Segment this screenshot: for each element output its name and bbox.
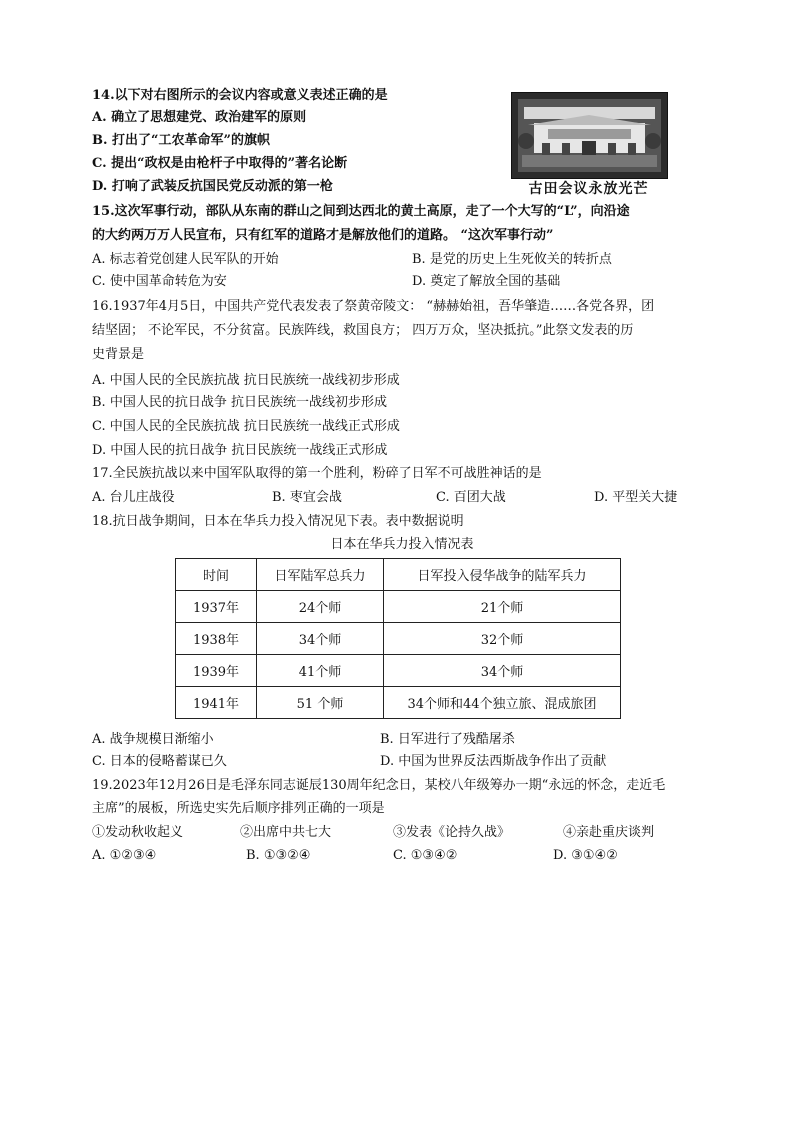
table-cell: 34个师 [384, 655, 621, 687]
q19-option-d: D. ③①④② [553, 848, 618, 863]
table-cell: 24个师 [257, 591, 384, 623]
q18-stem: 18.抗日战争期间，日本在华兵力投入情况见下表。表中数据说明 [92, 514, 464, 529]
table-cell: 51 个师 [257, 687, 384, 719]
q16-stem-line1: 16.1937年4月5日，中国共产党代表发表了祭黄帝陵文： “赫赫始祖，吾华肇造……各党各界，团 [92, 299, 655, 314]
header-total-army: 日军陆军总兵力 [257, 559, 384, 591]
q15-stem-line1: 15.这次军事行动，部队从东南的群山之间到达西北的黄土高原，走了一个大写的“L”，向沿途 [92, 204, 630, 219]
table-cell: 32个师 [384, 623, 621, 655]
q18-table-title: 日本在华兵力投入情况表 [330, 537, 474, 552]
troops-table [175, 558, 621, 719]
q15-option-d: D. 奠定了解放全国的基础 [412, 274, 561, 289]
gutian-meeting-photo [511, 92, 668, 179]
table-cell: 41个师 [257, 655, 384, 687]
table-cell: 34个师 [257, 623, 384, 655]
q19-option-c: C. ①③④② [393, 848, 458, 863]
header-china-army: 日军投入侵华战争的陆军兵力 [384, 559, 621, 591]
table-cell: 34个师和44个独立旅、混成旅团 [384, 687, 621, 719]
q15-option-c: C. 使中国革命转危为安 [92, 274, 227, 289]
q19-stem-line1: 19.2023年12月26日是毛泽东同志诞辰130周年纪念日，某校八年级筹办一期“永远的怀念，走近毛 [92, 778, 666, 793]
q17-stem: 17.全民族抗战以来中国军队取得的第一个胜利，粉碎了日军不可战胜神话的是 [92, 466, 542, 481]
table-row [176, 591, 621, 623]
header-time: 时间 [176, 559, 257, 591]
q19-option-b: B. ①③②④ [246, 848, 311, 863]
q19-item-3: ③发表《论持久战》 [393, 825, 511, 840]
q19-stem-line2: 主席”的展板，所选史实先后顺序排列正确的一项是 [92, 801, 385, 816]
q16-option-d: D. 中国人民的抗日战争 抗日民族统一战线正式形成 [92, 443, 388, 458]
q16-stem-line2: 结坚固； 不论军民，不分贫富。民族阵线，救国良方； 四万万众，坚决抵抗。”此祭文发表的历 [92, 323, 634, 338]
q16-option-b: B. 中国人民的抗日战争 抗日民族统一战线初步形成 [92, 395, 387, 410]
gutian-meeting-figure [511, 92, 666, 200]
q18-option-a: A. 战争规模日渐缩小 [92, 732, 214, 747]
table-header-row [176, 559, 621, 591]
table-cell: 1938年 [176, 623, 257, 655]
q15-option-a: A. 标志着党创建人民军队的开始 [92, 252, 279, 267]
table-cell: 1939年 [176, 655, 257, 687]
building-illustration-icon [512, 93, 667, 178]
q18-option-b: B. 日军进行了残酷屠杀 [380, 732, 515, 747]
table-cell: 21个师 [384, 591, 621, 623]
q15-stem-line2: 的大约两万万人民宣布，只有红军的道路才是解放他们的道路。 “这次军事行动” [92, 228, 554, 243]
q17-option-c: C. 百团大战 [436, 490, 506, 505]
table-cell: 1937年 [176, 591, 257, 623]
q14-option-d: D. 打响了武装反抗国民党反动派的第一枪 [92, 179, 333, 194]
table-row [176, 623, 621, 655]
q17-option-d: D. 平型关大捷 [594, 490, 678, 505]
q19-item-1: ①发动秋收起义 [92, 825, 184, 840]
q14-stem: 14.以下对右图所示的会议内容或意义表述正确的是 [92, 88, 388, 103]
q18-option-c: C. 日本的侵略蓄谋已久 [92, 754, 227, 769]
q19-item-4: ④亲赴重庆谈判 [563, 825, 655, 840]
table-cell: 1941年 [176, 687, 257, 719]
q16-stem-line3: 史背景是 [92, 347, 145, 362]
q14-option-b: B. 打出了“工农革命军”的旗帜 [92, 133, 270, 148]
q14-option-c: C. 提出“政权是由枪杆子中取得的”著名论断 [92, 156, 348, 171]
q16-option-a: A. 中国人民的全民族抗战 抗日民族统一战线初步形成 [92, 373, 400, 388]
q18-option-d: D. 中国为世界反法西斯战争作出了贡献 [380, 754, 607, 769]
q15-option-b: B. 是党的历史上生死攸关的转折点 [412, 252, 612, 267]
q19-option-a: A. ①②③④ [92, 848, 157, 863]
q16-option-c: C. 中国人民的全民族抗战 抗日民族统一战线正式形成 [92, 419, 400, 434]
q17-option-a: A. 台儿庄战役 [92, 490, 175, 505]
figure-caption: 古田会议永放光芒 [528, 181, 649, 197]
q19-item-2: ②出席中共七大 [240, 825, 332, 840]
table-row [176, 687, 621, 719]
table-row [176, 655, 621, 687]
q14-option-a: A. 确立了思想建党、政治建军的原则 [92, 110, 307, 125]
q17-option-b: B. 枣宜会战 [272, 490, 342, 505]
